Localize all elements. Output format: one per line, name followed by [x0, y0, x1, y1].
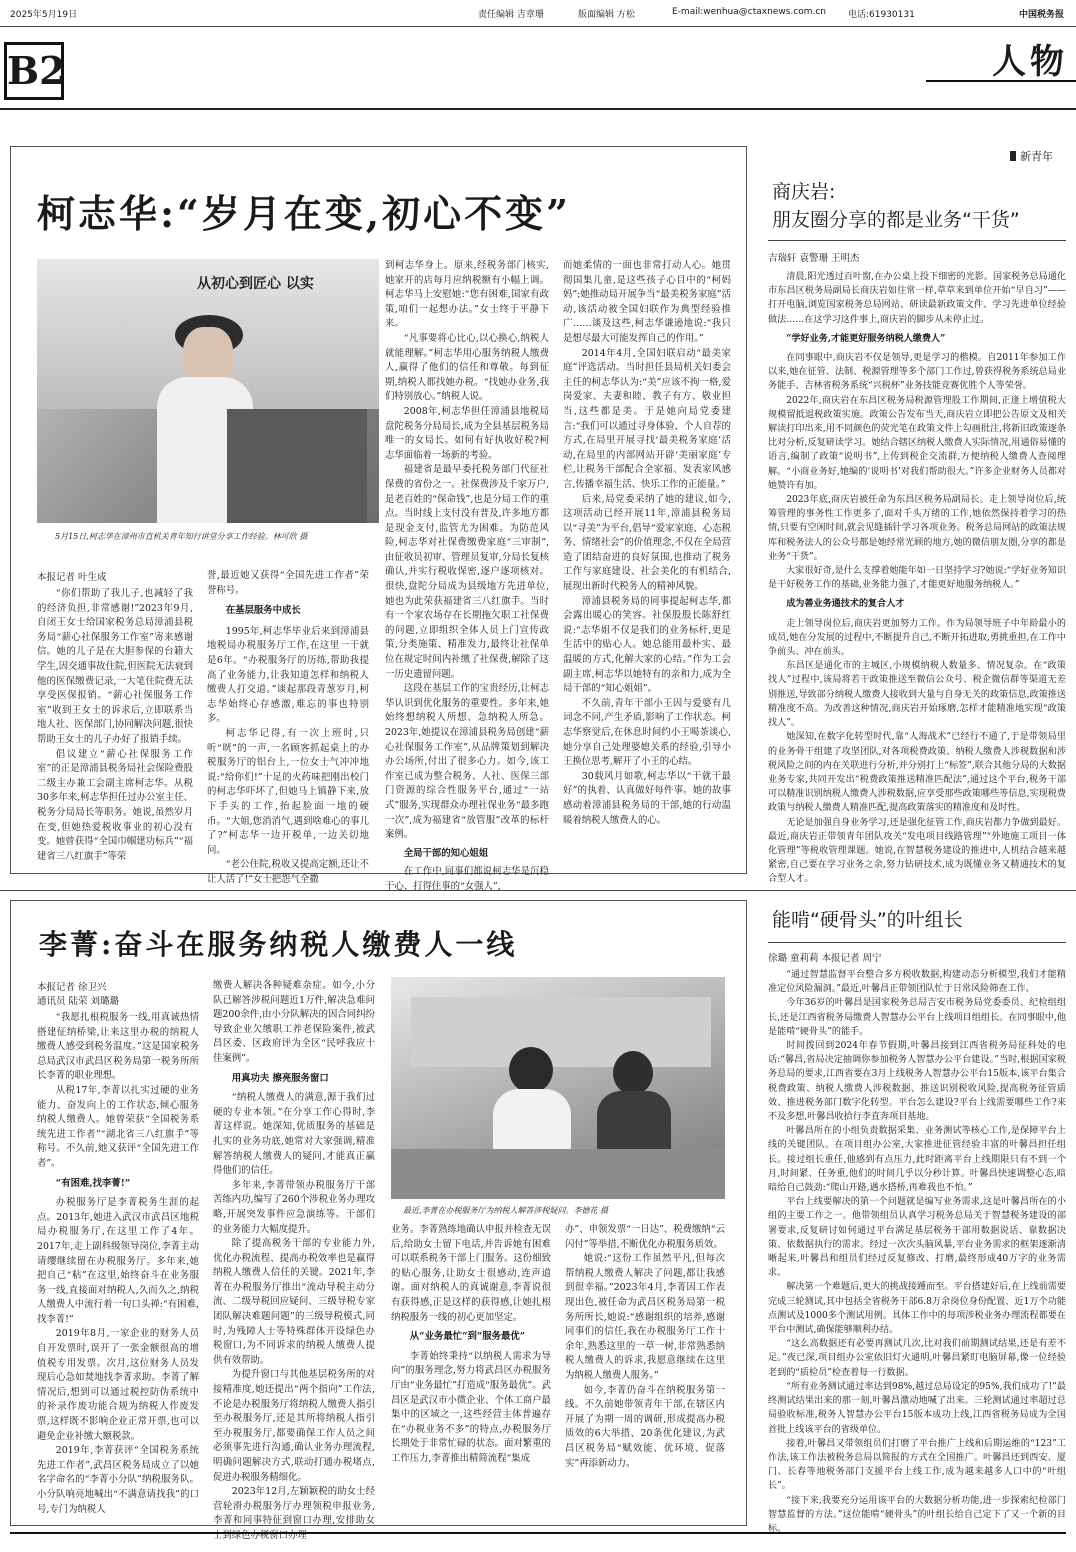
- paragraph: 清晨,阳光透过百叶窗,在办公桌上投下细密的光影。国家税务总局通化市东昌区税务局副局长商庆岩如往常一样,草草来到单位开始“早自习”——打开电脑,浏览国家税务总局网站、研读最新政策文件、学习先进单位经验做法……在这学习这件事上,商庆岩的脚步从未停止过。: [768, 272, 1066, 325]
- newspaper-name: 中国税务报: [1018, 10, 1064, 20]
- paragraph: 走上领导岗位后,商庆岩更加努力工作。作为局领导班子中年龄最小的成员,她在分发展的过程中,不断提升自己,不断开拓进取,勇挑重担,在工作中争前头、冲在前头。: [768, 618, 1066, 658]
- column-tag: 新青年: [1010, 148, 1053, 164]
- paragraph: 大家很好奇,是什么支撑着她能年如一日坚持学习?她说:“学好业务知识是干好税务工作的基础,业务能力强了,才能更好地服务纳税人。”: [768, 566, 1066, 591]
- paragraph: 她说:“这份工作虽然平凡,但每次帮纳税人缴费人解决了问题,都让我感到很幸福。”2023年4月,李菁因工作表现出色,被任命为武昌区税务局第一税务所所长,她说:“感谢组织的培养,感谢同事们的信任,我在办税服务厅工作十余年,熟悉这里的一草一树,非常熟悉纳税人缴费人的诉求,我愿意继续在这里为纳税人缴费人服务。”: [565, 1253, 725, 1381]
- page-banner: [0, 28, 1076, 110]
- section-name: 人物: [992, 42, 1068, 82]
- subhead: 全局干部的知心姐姐: [403, 847, 489, 859]
- subhead: “学好业务,才能更好服务纳税人缴费人”: [786, 332, 946, 344]
- article-title: 柯志华:“岁月在变,初心不变”: [37, 191, 571, 236]
- article-column-3: [391, 1223, 551, 1519]
- article-byline-2: 通讯员 陆荣 刘璐璐: [37, 996, 120, 1007]
- paragraph: 2023年底,商庆岩被任命为东昌区税务局副局长。走上领导岗位后,统筹管理的事务性工作更多了,面对千头万绪的工作,她依然保持着学习的热情,只要有空闲时间,就会见缝插针学习各项业务。税务总局网站的政策法规库和税务法人的公众号都是她经常光顾的地方,她的微信朋友圈,分享的都是业务“干货”。: [768, 495, 1066, 562]
- paragraph: 这段在基层工作的宝贵经历,让柯志华认识到优化服务的重要性。多年来,她始终想纳税人所想、急纳税人所急。2023年,她提议在漳浦县税务局创建“薪心社保服务工作室”,从品牌策划到解决办公场所,付出了很多心力。如今,该工作室已成为整合税务、人社、医保三部门资源的综合性服务平台,通过“一站式”服务,实现群众办理社保业务“最多跑一次”,成为福建省“放管服”改革的标杆案例。: [385, 683, 549, 841]
- paragraph: 30载风月如歌,柯志华以“干就干最好”的执着、认真做好每件事。她的故事感动着漳浦县税务局的干部,她的行动温暖着纳税人缴费人的心。: [563, 770, 731, 826]
- article-photo: [37, 259, 379, 523]
- side-article-title: [772, 178, 1020, 234]
- paragraph: 平台上线要解决的第一个问题就是编写业务需求,这是叶馨昌所在的小组的主要工作之一。他带领组员认真学习税务总局关于智慧税务建设的部署要求,反复研讨如何通过平台满足基层税务干部用数据说话、靠数据决策、依数据执行的需求。经过一次次头脑风暴,平台业务需求的框架逐渐清晰起来,叶馨昌和组员们经过反复修改、打磨,最终形成40万字的业务需求。: [768, 1197, 1066, 1279]
- paragraph: 东昌区是通化市的主城区,小规模纳税人数量多、情况复杂。在“政策找人”过程中,该局将若干政策推送至微信公众号、税企微信群等渠道无差别推送,导致部分纳税人缴费人接收到大量与自身无关的政策信息,政策推送精准度不高。为改善这种情况,商庆岩开始琢磨,怎样才能精准地实现“政策找人”。: [768, 661, 1066, 729]
- paragraph: “老公住院,税收又提高定额,还让不让人活了!”女士把怨气全撒: [207, 859, 369, 885]
- paragraph: 漳浦县税务局的同事提起柯志华,都会露出暖心的笑容。社保股股长陈舒红说:“志华姐不仅是我们的业务标杆,更是生活中的贴心人。她总能用最朴实、最温暖的方式,化解大家的心结。”作为工会副主席,柯志华以她特有的亲和力,成为全局干部的“知心姐姐”。: [563, 595, 731, 695]
- divider: [0, 890, 1076, 891]
- contact-email: E-mail:wenhua@ctaxnews.com.cn: [672, 7, 826, 17]
- side-byline: 徐璐 童莉莉 本报记者 周宁: [768, 953, 882, 964]
- article-column-2: [213, 979, 375, 1541]
- subhead: 成为善业务通技术的复合人才: [786, 598, 905, 610]
- photo-banner-text: 从初心到匠心 以实: [197, 276, 314, 292]
- side-article-body: [768, 968, 1066, 1534]
- article-column-1: [37, 587, 193, 869]
- paragraph: 从税17年,李菁以扎实过硬的业务能力、奋发向上的工作状态,倾心服务纳税人缴费人。她曾荣获“全国税务系统先进工作者”“湖北省三八红旗手”等称号。不久前,她又获评“全国先进工作者”。: [37, 1084, 199, 1169]
- contact-phone: 电话:61930131: [848, 10, 915, 20]
- side-title-line-2: 朋友圈分享的都是业务“干货”: [772, 209, 1020, 231]
- article-photo: [391, 977, 725, 1199]
- paragraph: 到柯志华身上。原来,经税务部门核实,她家开的店每月应纳税额有小幅上调。柯志华马上安慰她:“您有困难,国家有政策,咱们一起想办法。”女士终于平静下来。: [385, 260, 549, 330]
- divider: [768, 240, 1066, 241]
- paragraph: 2008年,柯志华担任漳浦县地税局盘陀税务分局局长,成为全县基层税务局唯一的女局长。如何有好执收好税?柯志华面临着一场新的考验。: [385, 405, 549, 461]
- paragraph: 叶馨昌所在的小组负责数据采集、业务测试等核心工作,是保障平台上线的关键团队。在项目组办公室,大家推进征管经验丰富的叶馨昌担任组长。接过组长重任,他感到有点压力,此时距离平台上线期限只有不到一个月,时间紧、任务重,他们的时间几乎以分秒计算。叶馨昌快速调整心态,暗暗给自己鼓劲:“爬山开路,遇水搭桥,再难我也不怕。”: [768, 1126, 1066, 1194]
- paragraph: “接下来,我要充分运用该平台的大数据分析功能,进一步探索纪检部门智慧监督的方法。”这位能啃“硬骨头”的叶组长给自己定下了又一个新的目标。: [768, 1495, 1066, 1534]
- paragraph: 2019年8月,一家企业的财务人员自开发票时,误开了一张金额很高的增值税专用发票。次月,这位财务人员发现后心急如焚地找李菁求助。李菁了解情况后,想到可以通过税控防伪系统中的补录作废功能合规为纳税人作废发票,这样既不影响企业正常开票,也可以避免企业补缴大额税款。: [37, 1328, 199, 1442]
- paragraph: 而她柔情的一面也非常打动人心。她贯彻国集儿童,是这些孩子心目中的“柯妈妈”;她推动局开展争当“最美税务家庭”活动,该活动被全国妇联作为典型经验推广……谈及这些,柯志华谦逊地说:“我只是想尽最大可能发挥自己的作用。”: [563, 260, 731, 344]
- paragraph: 在同事眼中,商庆岩不仅是领导,更是学习的楷模。自2011年参加工作以来,她在征管、法制、税源管理等多个部门工作过,曾获得税务系统总局业务能手、吉林省税务系统“兴税杯”业务技能竞赛优胜个人等荣誉。: [768, 353, 1066, 392]
- paragraph: 如今,李菁仍奋斗在纳税服务第一线。不久前她带领青年干部,在辖区内开展了为期一周的调研,形成提高办税质效的6大举措、20条优化建议,为武昌区税务局“赋效能、优环境、促落实”再添新动力。: [565, 1384, 725, 1469]
- paragraph: 李菁始终秉持“以纳税人需求为导向”的服务理念,努力将武昌区办税服务厅由“业务最忙”打造成“服务最优”。武昌区是武汉市小微企业、个体工商户最集中的区域之一,这些经营主体普遍存在“办税业务不多”的特点,办税服务厅长期处于非常忙碌的状态。面对繁重的工作压力,李菁推出精简流程“集成: [391, 1350, 551, 1464]
- responsible-editor: 责任编辑 吉章珊: [478, 10, 544, 20]
- paragraph: “你们帮助了我儿子,也减轻了我的经济负担,非常感谢!”2023年9月,自闭王女士给国家税务总局漳浦县税务局“薪心社保服务工作室”寄来感谢信。她的儿子是在大胆参保的台籍大学生,因交通事故住院,但医院无法衰到他的医保缴费记录,一大笔住院费无法享受医保报销。“薪心社保服务工作室”收到王女士的诉求后,立即联系当地人社、医保部门,协同解决问题,很快帮助王女士的儿子办好了报销手续。: [37, 588, 193, 745]
- paragraph: 2019年,李菁获评“全国税务系统先进工作者”,武昌区税务局成立了以她名字命名的“李菁小分队”纳税服务队。小分队响亮地喊出“不满意请找我”的口号,专门为纳税人: [37, 1445, 199, 1515]
- paragraph: 柯志华记得,有一次上班时,只听“咣”的一声,一名顾客抓起桌上的办税服务厅的铝台上,一位女士气冲冲地说:“给你们!”十足的火药味把刚出校门的柯志华吓坏了,但她马上镇静下来,放下手头的工作,抬起脸面一地的硬币。“大姐,您消消气,遇到啥难心的事儿了?”柯志华一边开税单,一边关切地问。: [207, 727, 369, 856]
- paragraph: 1995年,柯志华毕业后来到漳浦县地税局办税服务厅工作,在这里一干就是6年。“办税服务厅的历练,帮助我提高了业务能力,让我知道怎样和纳税人缴费人打交道。”谈起那段青葱岁月,柯志华始终心存感激,难忘的事也特别多。: [207, 625, 369, 725]
- layout-editor: 版面编辑 方松: [578, 10, 635, 20]
- article-column-4: [563, 259, 731, 867]
- paragraph: 缴费人解决各种疑难杂症。如今,小分队已解答涉税问题近1万件,解决急难问题200余件,由小分队解决的因合同纠纷导致企业欠缴职工养老保险案件,被武昌区委、区政府评为全区“民呼我应十佳案例”。: [213, 980, 375, 1064]
- paragraph: 为提升窗口与其他基层税务所的对接精准度,她还提出“两个指向”工作法,不论是办税服务厅将纳税人缴费人指引至办税服务厅,还是其所将纳税人指引至办税服务厅,都要确保工作人员之间必须事先进行沟通,确认业务办理流程,明确问题解决方式,联动打通办税堵点,促进办税服务精细化。: [213, 1369, 375, 1483]
- paragraph: 时间拨回到2024年春节假期,叶馨昌接到江西省税务局征科处的电话:“馨昌,省局决定抽调你参加税务人智慧办公平台建设。”当时,根据国家税务总局的要求,江西省要在3月上线税务人智慧办公平台15版本,该平台集合税费政策、纳税人缴费人涉税数据、推送识别税收风险,提高税务征管质效、推进税务部门数字化转型。平台怎么建设?平台上线需要哪些工作?来不及多想,叶馨昌收拾行李直奔项目基地。: [768, 1041, 1066, 1123]
- paragraph: 后来,局党委采纳了她的建议,如今,这项活动已经开展11年,漳浦县税务局以“寻美”为平台,倡导“爱家家庭、心态税务、情绪社会”的价值理念,不仅在全局营造了团结奋进的良好氛围,也推动了税务工作与家庭建设、社会美化的有机结合,展现出新时代税务人的精神风貌。: [563, 493, 731, 593]
- paragraph: “通过智慧监督平台整合多方税收数据,构建动态分析模型,我们才能精准定位风险漏洞。”最近,叶馨昌正带领团队忙于日常风险筛查工作。: [768, 970, 1066, 995]
- article-byline: 本报记者 叶生成: [37, 572, 107, 583]
- paragraph: “凡事要将心比心,以心换心,纳税人就能理解。”柯志华用心服务纳税人缴费人,赢得了他们的信任和尊敬。每到征期,纳税人都找她办税。“找她办业务,我们特别放心。”纳税人说。: [385, 332, 549, 403]
- section-rule: [926, 80, 1076, 82]
- paragraph: 2022年,商庆岩在东昌区税务局税源管理股工作期间,正逢上增值税大规模留抵退税政策实施。政策公告发布当天,商庆岩立即把公告原文及相关解读打印出来,用不同颜色的荧光笔在政策文件上勾画批注,将新旧政策逐条比对分析,反复研读学习。她结合辖区纳税人缴费人实际情况,用通俗易懂的语言,编制了政策“说明书”,上传到税企交流群,方便纳税人缴费人查阅理解。“小商业务好,她编的‘说明书’对我们帮助很大。”许多企业财务人员都对她赞许有加。: [768, 395, 1066, 491]
- side-byline: 吉瑞轩 袁警珊 王明杰: [768, 253, 860, 264]
- paragraph: “这么高数据还有必要再测试几次,比对我们前期测试结果,还是有差不足。”夜已深,项目组办公室依旧灯火通明,叶馨昌紧盯电脑屏幕,像一位经验老到的“质检员”检查着每一行数据。: [768, 1339, 1066, 1378]
- paragraph: 福建省是最早委托税务部门代征社保费的省份之一。社保费涉及千家万户,是老百姓的“保命钱”,也是分局工作的重点。当时线上支付没有普及,许多地方都是现金支付,监管尤为困难。为防范风险,柯志华对社保费缴费家庭“三审制”,由征收员初审、管理员复审,分局长复核确认,并实行税收保密,逐户逐项核对。很快,盘陀分局成为县级地方先进单位,她也为此荣获福建省三八红旗手。当时有一个家农场存在长期拖欠职工社保费的问题,立即组织全体人员上门宣传政策,分类施策、精准发力,最终让社保单位在规定时间内补缴了社保费,解除了这一历史遗留问题。: [385, 464, 549, 680]
- paragraph: 解决第一个难题后,更大的挑战接踵而至。平台搭建好后,在上线前需要完成三轮测试,其中包括全省税务干部6.8万余岗位身份配置、近1万个功能点测试及1000多个测试用例。具体工作中的每项涉税业务办理流程都要在平台中测试,确保能够顺利办结。: [768, 1282, 1066, 1336]
- subhead: 在基层服务中成长: [225, 605, 301, 617]
- paragraph: 除了提高税务干部的专业能力外,优化办税流程、提高办税效率也是赢得纳税人缴费人信任的关键。2021年,李菁在办税服务厅推出“流动导税主动分流、二级导税回应疑问、三级导税专家团队解决难题问题”的三级导税模式,同时,为残障人士等特殊群体开设绿色办税窗口,为不同诉求的纳税人缴费人提供有效帮助。: [213, 1238, 375, 1366]
- issue-date: 2025年5月19日: [10, 10, 78, 20]
- paragraph: “纳税人缴费人的满意,源于我们过硬的专业本领。”在分享工作心得时,李菁这样说。她深知,优质服务的基础是扎实的业务功底,她常对大家强调,精准解答纳税人缴费人的疑问,才能真正赢得他们的信任。: [213, 1092, 375, 1177]
- article-li-jing: [10, 900, 747, 1541]
- paragraph: “所有业务测试通过率达到98%,越过总局设定的95%,我们成功了!”最终测试结果出来的那一刻,叶馨昌激动地喊了出来。三轮测试通过率超过总局验收标准,税务人智慧办公平台15版本成功上线,江西省税务局成为全国首批上线该平台的省级单位。: [768, 1381, 1066, 1435]
- page-header: [0, 0, 1076, 27]
- paragraph: 业务。李菁熟练地确认申报并检查无误后,给助女士留下电话,并告诉她有困难可以联系税务干部上门服务。这份细致的贴心服务,让助女士很感动,连声道谢。面对纳税人的真诚谢意,李菁说很有获得感,正是这样的获得感,让她扎根纳税服务一线的初心更加坚定。: [391, 1224, 551, 1323]
- subhead: 用真功夫 擦亮服务窗口: [231, 1072, 329, 1084]
- article-column-4: [565, 1223, 725, 1519]
- subhead: 从“业务最忙”到“服务最优”: [409, 1331, 526, 1343]
- page-number: B2: [4, 42, 64, 100]
- paragraph: 2014年4月,全国妇联启动“最美家庭”评选活动。当时担任县局机关妇委会主任的柯志华认为:“美”应该不拘一格,爱岗爱家、夫妻和睦、教子有方、敬业担当,这些都是美。于是她向局党委建言:“我们可以通过寻身体验、个人自荐的方式,在局里开展寻找‘最美税务家庭’活动,在局里的内部网站开辟‘美丽家庭’专栏,让税务干部配合全家福、发表家风感言,传播幸福生活、快乐工作的正能量。”: [563, 347, 731, 490]
- page-footer-rule: [10, 1532, 1066, 1534]
- divider: [768, 942, 1066, 943]
- article-ke-zhihua: [10, 146, 747, 892]
- article-column-3: [385, 259, 549, 892]
- paragraph: 办”、申领发票“一日达”、税费缴纳“云闪付”等举措,不断优化办税服务质效。: [565, 1224, 725, 1250]
- paragraph: 在工作中,同事们都说柯志华是沉稳干心、打得住事的“女强人”,: [385, 866, 549, 892]
- subhead: “有困难,找李菁!”: [55, 1177, 131, 1189]
- paragraph: “我愿扎根税服务一线,用真诚热情搭建征纳桥梁,让来这里办税的纳税人缴费人感受到税务温度。”这是国家税务总局武汉市武昌区税务局第一税务所所长李菁的职业理想。: [37, 1012, 199, 1082]
- paragraph: 倡议建立“薪心社保服务工作室”的正是漳浦县税务局社会保险费股二级主办兼工会副主席柯志华。从税30多年来,柯志华担任过办公室主任、税务分局局长等职务。她说,虽然岁月在变,但她热爱税收事业的初心没有变。她曾获得“全国巾帼建功标兵”“福建省三八红旗手”等荣: [37, 748, 193, 862]
- side-article-title: 能啃“硬骨头”的叶组长: [772, 909, 963, 931]
- paragraph: 今年36岁的叶馨昌是国家税务总局吉安市税务局党委委员、纪检组组长,还是江西省税务局缴费人智慧办公平台上线项目组组长。在同事眼中,他是能啃“硬骨头”的能手。: [768, 998, 1066, 1037]
- article-column-1: [37, 1011, 199, 1519]
- paragraph: 2023年12月,左颖颖税的助女士经营轮滑办税服务厅办理领税申报业务,李菁和同事特征到窗口办理,安排助女士到绿色办税窗口办理: [213, 1486, 375, 1541]
- article-byline: 本报记者 徐卫兴: [37, 982, 107, 993]
- photo-caption: 5月15日,柯志华在漳州市直机关青年知行讲堂分享工作经验。林可欣 摄: [55, 532, 308, 541]
- side-title-line-1: 商庆岩:: [772, 181, 836, 203]
- paragraph: 誉,最近她又获得“全国先进工作者”荣誉称号。: [207, 570, 369, 596]
- article-column-2: [207, 569, 369, 885]
- photo-caption: 最近,李菁在办税服务厅为纳税人解答涉税疑问。李德花 摄: [403, 1206, 609, 1215]
- paragraph: 她深知,在数字化转型时代,靠“人海战术”已经行不通了,于是带领局里的业务骨干组建了攻坚团队,对各项税费政策、纳税人缴费人涉税数据和涉税风险之间的内在关联进行分析,并分别打上“标签”,联合其他分局的大数据业务专家,共同开发出“税费政策推送精准匹配法”,通过这个平台,税务干部可以精准识别纳税人缴费人涉税数据,应享受那些政策哪些等信息,实现税费政策与纳税人缴费人精准匹配,提高政策落实的精准度和及时性。: [768, 732, 1066, 814]
- side-article-body: [768, 270, 1066, 885]
- article-title: 李菁:奋斗在服务纳税人缴费人一线: [39, 928, 518, 961]
- paragraph: 无论是加强自身业务学习,还是强化征管工作,商庆岩都力争做到最好。最近,商庆岩正带领青年团队攻关“发电项目线路管理”“外地施工项目一体化管理”等税收管理课题。她说,在智慧税务建设的推进中,人机结合越来越紧密,自己要在学习业务之余,努力钻研技术,成为既懂业务又精通技术的复合型人才。: [768, 817, 1066, 885]
- paragraph: 接着,叶馨昌又带领组员们打磨了平台推广上线和后期运维的“123”工作法,该工作法被税务总局以简报的方式在全国推广。叶馨昌还到西安、厦门、长春等地税务部门支援平台上线工作,成为越来越多人口中的“叶组长”。: [768, 1438, 1066, 1492]
- paragraph: 多年来,李菁带领办税服务厅干部苦练内功,编写了260个涉税业务办理攻略,开展突发事件应急演练等。干部们的业务能力大幅度提升。: [213, 1179, 375, 1235]
- paragraph: 办税服务厅是李菁税务生涯的起点。2013年,她进入武汉市武昌区地税局办税服务厅,在这里工作了4年。2017年,走上副科级领导岗位,李菁主动请缨继续留在办税服务厅。多年来,她把自己“粘”在这里,始终奋斗在业务服务一线,直接面对纳税人,久而久之,纳税人缴费人中流行着一句口头禅:“有困难,找李菁!”: [37, 1197, 199, 1325]
- paragraph: 不久前,青年干部小王因与爱婆有几词念不同,产生矛盾,影响了工作状态。柯志华察觉后,在休息时间约小王喝茶谈心,她分享自己处理婆媳关系的经验,引导小王换位思考,解开了小王的心结。: [563, 697, 731, 768]
